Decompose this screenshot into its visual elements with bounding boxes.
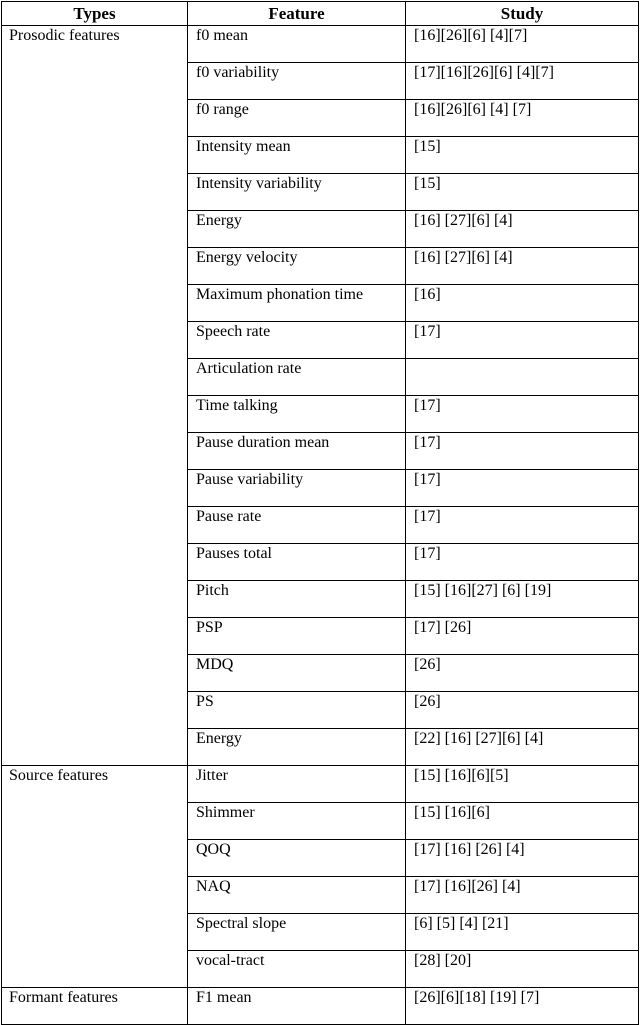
feature-cell: f0 mean	[188, 26, 406, 63]
type-cell: Formant features	[2, 988, 188, 1025]
study-cell: [15]	[406, 137, 639, 174]
feature-cell: f0 variability	[188, 63, 406, 100]
study-cell: [15] [16][6][5]	[406, 766, 639, 803]
feature-cell: Shimmer	[188, 803, 406, 840]
study-cell: [17] [16] [26] [4]	[406, 840, 639, 877]
table-body	[2, 26, 639, 1025]
study-cell: [17]	[406, 396, 639, 433]
feature-cell: Pause variability	[188, 470, 406, 507]
feature-cell: Pause rate	[188, 507, 406, 544]
header-feature: Feature	[188, 2, 406, 26]
table-row	[2, 988, 639, 1025]
study-cell: [17]	[406, 544, 639, 581]
feature-cell: Intensity variability	[188, 174, 406, 211]
study-cell: [15] [16][27] [6] [19]	[406, 581, 639, 618]
type-cell: Source features	[2, 766, 188, 988]
study-cell: [26][6][18] [19] [7]	[406, 988, 639, 1025]
study-cell: [17]	[406, 433, 639, 470]
study-cell: [16][26][6] [4] [7]	[406, 100, 639, 137]
feature-cell: Energy	[188, 211, 406, 248]
header-types: Types	[2, 2, 188, 26]
feature-cell: Articulation rate	[188, 359, 406, 396]
feature-cell: Intensity mean	[188, 137, 406, 174]
feature-cell: Pause duration mean	[188, 433, 406, 470]
study-cell: [17]	[406, 322, 639, 359]
feature-cell: F1 mean	[188, 988, 406, 1025]
feature-cell: NAQ	[188, 877, 406, 914]
study-cell: [16] [27][6] [4]	[406, 211, 639, 248]
feature-cell: PS	[188, 692, 406, 729]
header-row	[2, 2, 639, 26]
study-cell: [15] [16][6]	[406, 803, 639, 840]
table-header	[2, 2, 639, 26]
feature-cell: Pauses total	[188, 544, 406, 581]
study-cell: [17] [26]	[406, 618, 639, 655]
feature-table	[1, 1, 639, 1025]
study-cell: [17] [16][26] [4]	[406, 877, 639, 914]
study-cell: [16]	[406, 285, 639, 322]
feature-cell: f0 range	[188, 100, 406, 137]
feature-cell: Spectral slope	[188, 914, 406, 951]
table-row	[2, 26, 639, 63]
study-cell: [17][16][26][6] [4][7]	[406, 63, 639, 100]
study-cell: [15]	[406, 174, 639, 211]
table-row	[2, 766, 639, 803]
study-cell: [26]	[406, 655, 639, 692]
study-cell: [17]	[406, 470, 639, 507]
feature-cell: Speech rate	[188, 322, 406, 359]
study-cell: [17]	[406, 507, 639, 544]
study-cell: [6] [5] [4] [21]	[406, 914, 639, 951]
feature-cell: vocal-tract	[188, 951, 406, 988]
study-cell: [28] [20]	[406, 951, 639, 988]
feature-cell: Maximum phonation time	[188, 285, 406, 322]
study-cell: [16][26][6] [4][7]	[406, 26, 639, 63]
type-cell: Prosodic features	[2, 26, 188, 766]
feature-cell: Energy	[188, 729, 406, 766]
feature-cell: Energy velocity	[188, 248, 406, 285]
feature-cell: Jitter	[188, 766, 406, 803]
study-cell: [26]	[406, 692, 639, 729]
study-cell: [16] [27][6] [4]	[406, 248, 639, 285]
feature-cell: MDQ	[188, 655, 406, 692]
study-cell	[406, 359, 639, 396]
feature-cell: Time talking	[188, 396, 406, 433]
study-cell: [22] [16] [27][6] [4]	[406, 729, 639, 766]
feature-cell: Pitch	[188, 581, 406, 618]
feature-cell: QOQ	[188, 840, 406, 877]
header-study: Study	[406, 2, 639, 26]
feature-cell: PSP	[188, 618, 406, 655]
